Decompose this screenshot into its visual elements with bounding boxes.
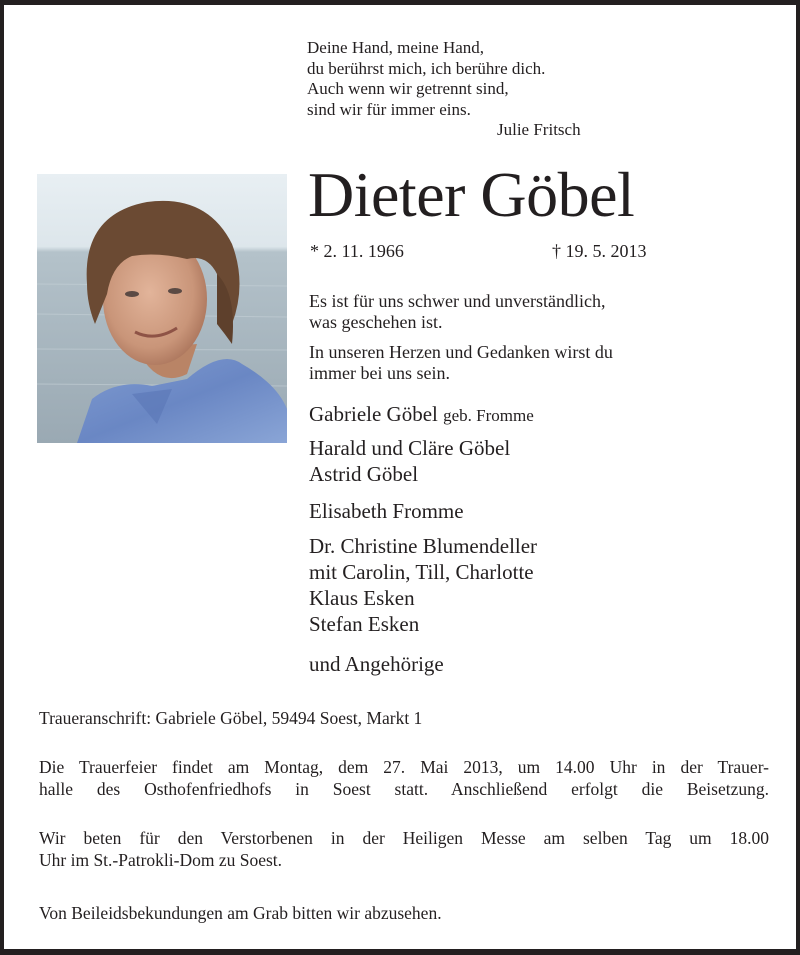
remembrance-text <box>309 342 613 384</box>
mourner-name: mit Carolin, Till, Charlotte <box>309 560 534 584</box>
poem-line: du berührst mich, ich berühre dich. <box>307 58 546 78</box>
mourner-name: Harald und Cläre Göbel <box>309 436 511 460</box>
portrait-photo <box>37 174 287 443</box>
poem <box>307 38 545 120</box>
mourner-name: Stefan Esken <box>309 612 420 636</box>
mourner-group-siblings <box>309 533 537 637</box>
condolence-request: Von Beileidsbekundungen am Grab bitten wir abzusehen. <box>39 903 442 923</box>
text-line: immer bei uns sein. <box>309 363 450 383</box>
mourner-name: Elisabeth Fromme <box>309 499 464 523</box>
text-line: Wir beten für den Verstorbenen in der Heiligen Messe am selben Tag um 18.00 <box>39 828 769 848</box>
maiden-name: geb. Fromme <box>443 406 534 425</box>
text-line: Uhr im St.-Patrokli-Dom zu Soest. <box>39 850 283 870</box>
mourner-group-in-law <box>309 498 464 524</box>
condolence-text <box>309 291 605 333</box>
text-line: halle des Osthofenfriedhofs in Soest statt. Anschließend erfolgt die Beisetzung. <box>39 779 769 799</box>
deceased-name: Dieter Göbel <box>308 159 635 230</box>
mourner-group-parents <box>309 435 510 487</box>
mourner-name: Klaus Esken <box>309 586 415 610</box>
mourning-address: Traueranschrift: Gabriele Göbel, 59494 Soest, Markt 1 <box>39 708 423 728</box>
poem-line: Deine Hand, meine Hand, <box>307 38 485 57</box>
birth-date: * 2. 11. 1966 <box>310 241 404 261</box>
funeral-service-notice <box>39 756 769 800</box>
memorial-mass-notice <box>39 827 769 871</box>
text-line: Die Trauerfeier findet am Montag, dem 27. Mai 2013, um 14.00 Uhr in der Trauer- <box>39 757 769 777</box>
mourner-name: und Angehörige <box>309 652 444 676</box>
text-line: Es ist für uns schwer und unverständlich, <box>309 291 606 311</box>
mourner-group-relatives <box>309 651 444 677</box>
text-line: In unseren Herzen und Gedanken wirst du <box>309 342 613 362</box>
poem-line: Auch wenn wir getrennt sind, <box>307 79 509 98</box>
poem-line: sind wir für immer eins. <box>307 99 471 119</box>
text-line: was geschehen ist. <box>309 312 443 332</box>
mourner-spouse <box>309 401 534 429</box>
death-date: † 19. 5. 2013 <box>552 241 647 261</box>
mourner-name: Astrid Göbel <box>309 462 419 486</box>
mourner-name: Gabriele Göbel <box>309 402 438 426</box>
portrait-illustration-icon <box>37 174 287 443</box>
poem-author: Julie Fritsch <box>497 120 581 139</box>
mourner-name: Dr. Christine Blumendeller <box>309 534 538 558</box>
